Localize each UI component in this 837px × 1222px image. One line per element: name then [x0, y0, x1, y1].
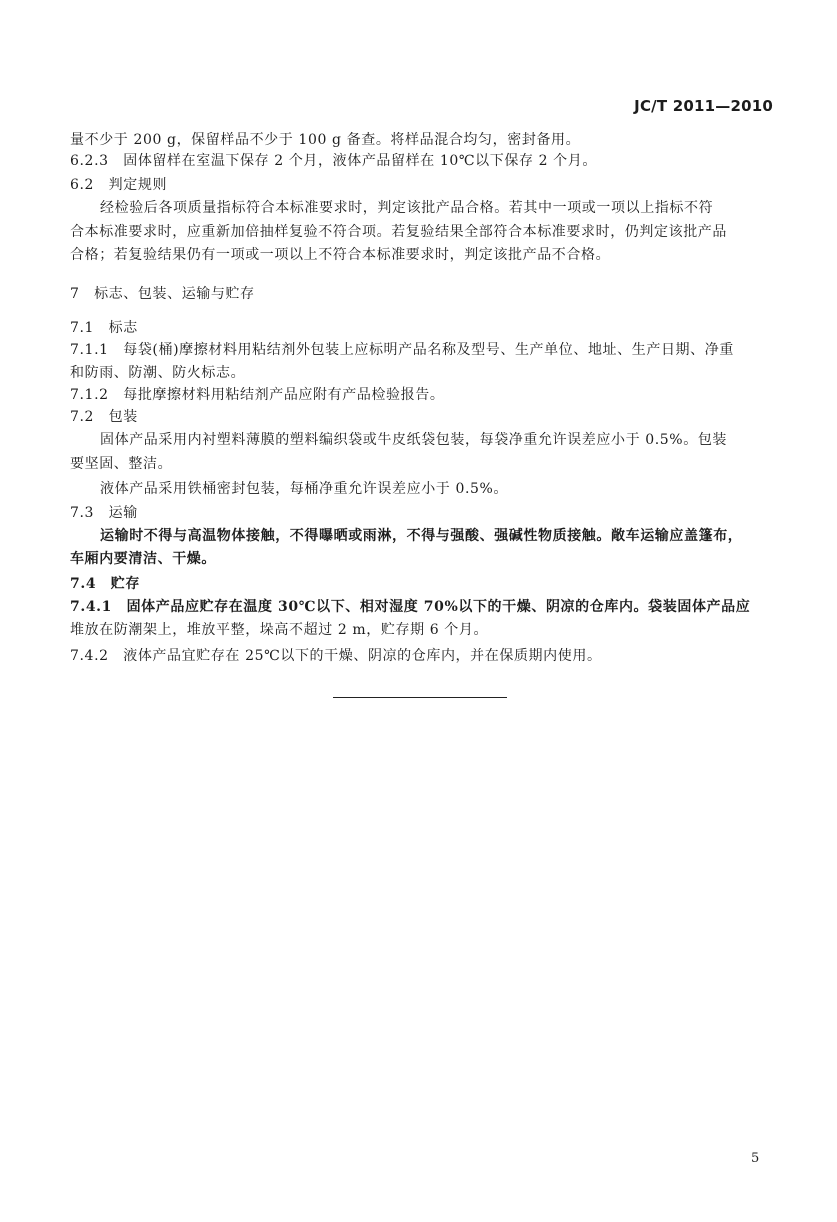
section-heading-7-2: 7.2 包装	[70, 409, 138, 425]
paragraph-line: 要坚固、整洁。	[70, 456, 173, 472]
section-heading-6-2: 6.2 判定规则	[70, 177, 168, 193]
clause-7-4-1: 7.4.1 固体产品应贮存在温度 30℃以下、相对湿度 70%以下的干燥、阴凉的仓库内。袋装固体产品应	[70, 599, 751, 615]
section-heading-7-3: 7.3 运输	[70, 505, 138, 521]
paragraph-line: 车厢内要清洁、干燥。	[70, 551, 216, 567]
paragraph-line: 运输时不得与高温物体接触，不得曝晒或雨淋，不得与强酸、强碱性物质接触。敞车运输应盖篷布，	[100, 528, 743, 544]
paragraph-line: 和防雨、防潮、防火标志。	[70, 365, 246, 381]
paragraph-line: 堆放在防潮架上，堆放平整，垛高不超过 2 m，贮存期 6 个月。	[70, 622, 489, 638]
standard-code: JC/T 2011—2010	[634, 97, 773, 115]
paragraph-line: 液体产品采用铁桶密封包装，每桶净重允许误差应小于 0.5%。	[100, 481, 509, 497]
page-number: 5	[751, 1151, 760, 1166]
text-line: 量不少于 200 g，保留样品不少于 100 g 备查。将样品混合均匀，密封备用。	[70, 132, 581, 148]
section-heading-7-4: 7.4 贮存	[70, 576, 140, 592]
paragraph-line: 合格；若复验结果仍有一项或一项以上不符合本标准要求时，判定该批产品不合格。	[70, 247, 611, 263]
clause-7-1-2: 7.1.2 每批摩擦材料用粘结剂产品应附有产品检验报告。	[70, 387, 445, 403]
paragraph-line: 合本标准要求时，应重新加倍抽样复验不符合项。若复验结果全部符合本标准要求时，仍判定该批产品	[70, 224, 727, 240]
section-heading-7-1: 7.1 标志	[70, 320, 138, 336]
chapter-heading-7: 7 标志、包装、运输与贮存	[70, 286, 255, 302]
end-rule	[333, 697, 507, 698]
clause-7-4-2: 7.4.2 液体产品宜贮存在 25℃以下的干燥、阴凉的仓库内，并在保质期内使用。	[70, 648, 602, 664]
clause-7-1-1: 7.1.1 每袋(桶)摩擦材料用粘结剂外包装上应标明产品名称及型号、生产单位、地址、生产日期、净重	[70, 342, 734, 358]
paragraph-line: 固体产品采用内衬塑料薄膜的塑料编织袋或牛皮纸袋包装，每袋净重允许误差应小于 0.5%。包装	[100, 432, 728, 448]
clause-6-2-3: 6.2.3 固体留样在室温下保存 2 个月，液体产品留样在 10℃以下保存 2 个月。	[70, 153, 597, 169]
paragraph-line: 经检验后各项质量指标符合本标准要求时，判定该批产品合格。若其中一项或一项以上指标不符	[100, 200, 714, 216]
